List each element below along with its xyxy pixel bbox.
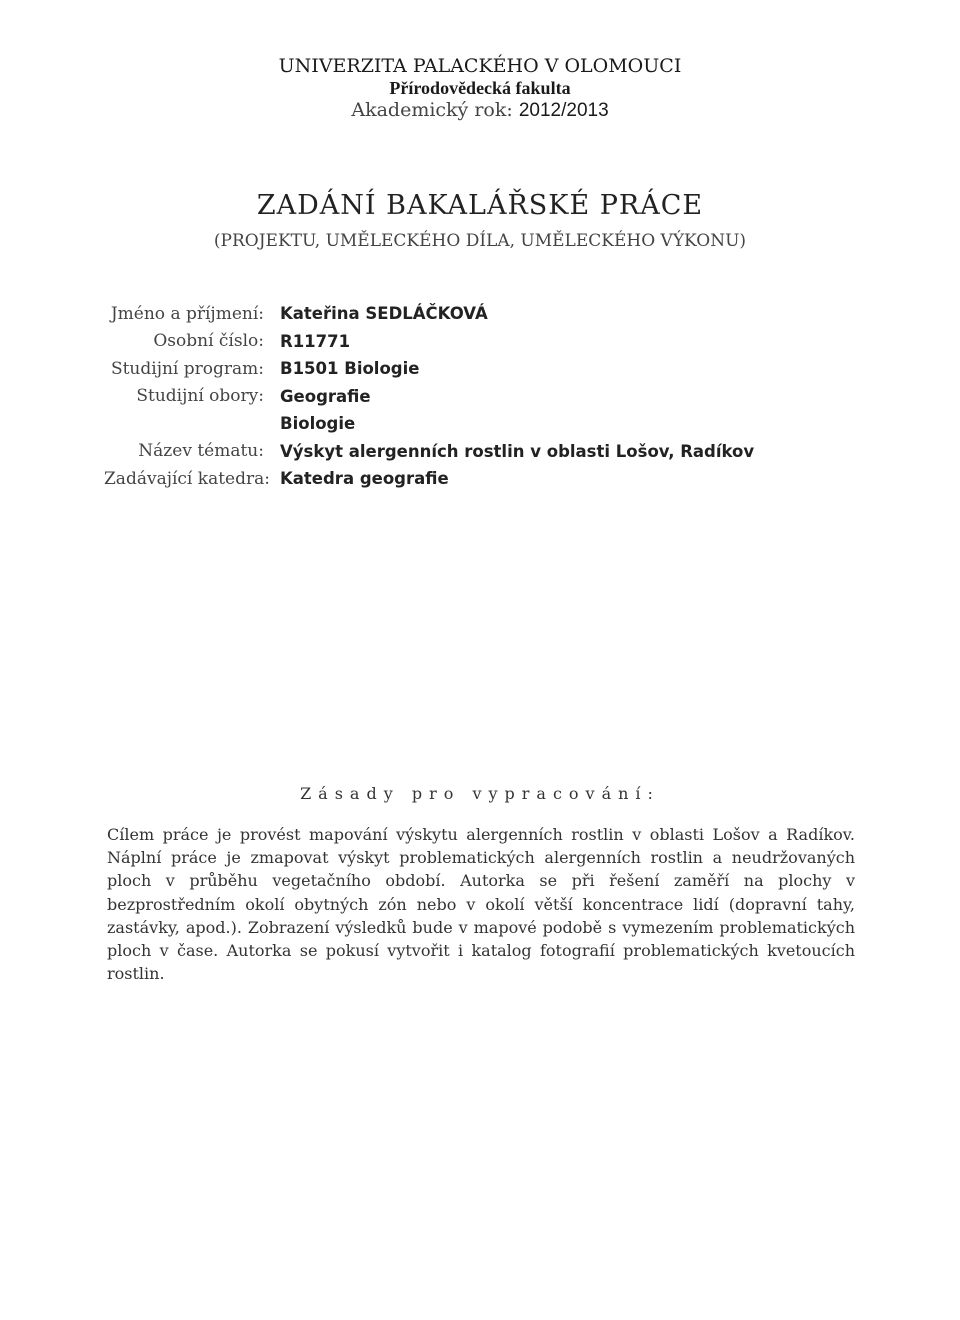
info-label: Zadávající katedra: — [104, 468, 270, 489]
document-title: ZADÁNÍ BAKALÁŘSKÉ PRÁCE — [256, 190, 704, 221]
info-label: Název tématu: — [138, 441, 264, 462]
academic-year-label: Akademický rok: — [351, 99, 513, 121]
academic-year — [0, 99, 960, 122]
principles-heading: Zásady pro vypracování: — [300, 784, 660, 803]
info-row-personal-number — [104, 328, 754, 356]
info-row-study-field-2 — [104, 410, 754, 438]
academic-year-value: 2012/2013 — [518, 100, 609, 121]
student-info — [104, 300, 754, 493]
info-value: Biologie — [280, 414, 356, 434]
info-row-department — [104, 465, 754, 493]
document-header — [0, 55, 960, 122]
faculty-name: Přírodovědecká fakulta — [389, 78, 571, 98]
university-name: UNIVERZITA PALACKÉHO V OLOMOUCI — [278, 55, 682, 77]
info-value: Výskyt alergenních rostlin v oblasti Lošov, Radíkov — [280, 441, 755, 461]
info-row-topic — [104, 438, 754, 466]
info-value: Geografie — [280, 386, 371, 406]
document-subtitle: (PROJEKTU, UMĚLECKÉHO DÍLA, UMĚLECKÉHO VÝKONU) — [213, 231, 747, 251]
info-label: Jméno a příjmení: — [110, 303, 264, 324]
info-label: Osobní číslo: — [153, 331, 264, 352]
info-row-study-program — [104, 355, 754, 383]
info-label: Studijní obory: — [136, 386, 264, 407]
info-value: Katedra geografie — [280, 469, 449, 489]
info-value: Kateřina SEDLÁČKOVÁ — [280, 304, 488, 324]
info-row-name — [104, 300, 754, 328]
info-row-study-field — [104, 383, 754, 411]
info-value: B1501 Biologie — [280, 359, 420, 379]
info-label: Studijní program: — [110, 358, 264, 379]
info-value: R11771 — [280, 331, 351, 351]
principles-text: Cílem práce je provést mapování výskytu alergenních rostlin v oblasti Lošov a Radíkov. Náplní práce je zmapovat výskyt problematických alergenních rostlin a neudržovaných ploch v průběhu vegetačního období. Autorka se při řešení zaměří na plochy v bezprostředním okolí obytných zón nebo v okolí větší koncentrace lidí (dopravní tahy, zastávky, apod.). Zobrazení výsledků bude v mapové podobě s vymezením problematických ploch v čase. Autorka se pokusí vytvořit i katalog fotografií problematických kvetoucích rostlin. — [107, 825, 855, 984]
